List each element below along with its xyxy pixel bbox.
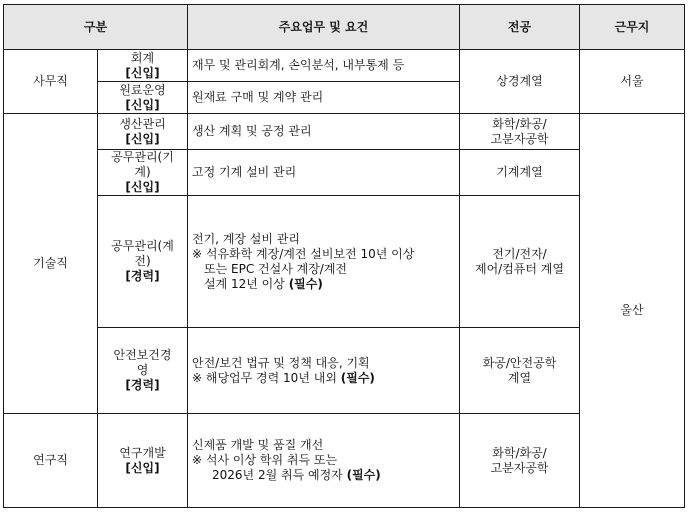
duty-cell (188, 150, 460, 196)
duty-cell (188, 414, 460, 508)
group-office: 사무직 (4, 50, 98, 114)
location-ulsan: 울산 (580, 114, 685, 508)
duty-text: 고정 기계 설비 관리 (192, 165, 297, 179)
job-tag: [경력] (125, 378, 160, 392)
job-title: 영 (136, 363, 149, 377)
group-technical: 기술직 (4, 114, 98, 414)
table-row (4, 114, 685, 150)
duty-text: 신제품 개발 및 품질 개선 (192, 438, 324, 452)
job-title-cell (98, 414, 188, 508)
header-category: 구분 (4, 5, 188, 50)
duty-note: ※ 석사 이상 학위 취득 또는 (192, 453, 338, 467)
duty-cell (188, 114, 460, 150)
major-line: 화학/화공/ (492, 445, 547, 460)
duty-note-line (192, 277, 455, 292)
job-title-cell (98, 328, 188, 414)
major-mech: 기계계열 (460, 150, 580, 196)
duty-note-line: 또는 EPC 건설사 계장/계전 (204, 261, 348, 276)
major-cell (460, 328, 580, 414)
table-row (4, 50, 685, 82)
major-line: 전기/전자/ (492, 246, 547, 261)
duty-text: 안전/보건 법규 및 정책 대응, 기획 (192, 355, 370, 370)
major-line: 고분자공학 (490, 460, 549, 475)
major-business: 상경계열 (460, 50, 580, 114)
required-mark: (필수) (340, 370, 375, 385)
duty-note-text: 설계 12년 이상 (204, 276, 285, 291)
required-mark: (필수) (346, 468, 381, 482)
duty-note: ※ 석유화학 계장/계전 설비보전 10년 이상 (192, 246, 415, 261)
job-title-cell (98, 82, 188, 114)
job-title: 연구개발 (119, 445, 166, 460)
header-row (4, 5, 685, 50)
duty-note-line (192, 371, 455, 386)
duty-cell (188, 196, 460, 328)
job-tag: [신입] (125, 180, 160, 194)
job-title: 안전보건경 (113, 348, 172, 362)
job-tag: [신입] (125, 460, 160, 475)
recruitment-table (3, 4, 685, 508)
job-tag: [신입] (125, 131, 160, 146)
duty-text: 원재료 구매 및 계약 관리 (192, 90, 324, 104)
major-line: 계열 (507, 370, 532, 385)
major-line: 화공/안전공학 (482, 355, 557, 370)
job-title-cell (98, 150, 188, 196)
job-title: 전) (134, 254, 151, 268)
duty-cell (188, 328, 460, 414)
duty-text: 생산 계획 및 공정 관리 (192, 124, 312, 138)
job-tag: [경력] (125, 269, 160, 283)
duty-cell (188, 82, 460, 114)
job-title-cell (98, 196, 188, 328)
job-title-cell (98, 50, 188, 82)
location-seoul: 서울 (580, 50, 685, 114)
duty-note: ※ 해당업무 경력 10년 내외 (192, 370, 337, 385)
job-title: 회계 (130, 50, 155, 65)
duty-note-text: 2026년 2월 취득 예정자 (212, 468, 343, 482)
job-title: 생산관리 (119, 116, 166, 131)
major-cell (460, 114, 580, 150)
job-tag: [신입] (125, 65, 160, 80)
job-title: 공무관리(계 (111, 239, 174, 253)
job-tag: [신입] (125, 97, 160, 112)
header-major: 전공 (460, 5, 580, 50)
job-title: 원료운영 (119, 82, 166, 97)
header-duties: 주요업무 및 요건 (188, 5, 460, 50)
major-line: 제어/컴퓨터 계열 (474, 261, 564, 276)
group-research: 연구직 (4, 414, 98, 508)
major-line: 고분자공학 (490, 131, 549, 146)
major-cell (460, 414, 580, 508)
job-title-cell (98, 114, 188, 150)
header-location: 근무지 (580, 5, 685, 50)
job-title: 공무관리(기 (111, 150, 174, 164)
required-mark: (필수) (288, 276, 323, 291)
major-line: 화학/화공/ (492, 116, 547, 131)
major-cell (460, 196, 580, 328)
duty-cell (188, 50, 460, 82)
duty-text: 전기, 계장 설비 관리 (192, 231, 300, 246)
job-title: 계) (134, 165, 151, 179)
duty-note-line (192, 468, 455, 483)
duty-text: 재무 및 관리회계, 손익분석, 내부통제 등 (192, 58, 405, 72)
